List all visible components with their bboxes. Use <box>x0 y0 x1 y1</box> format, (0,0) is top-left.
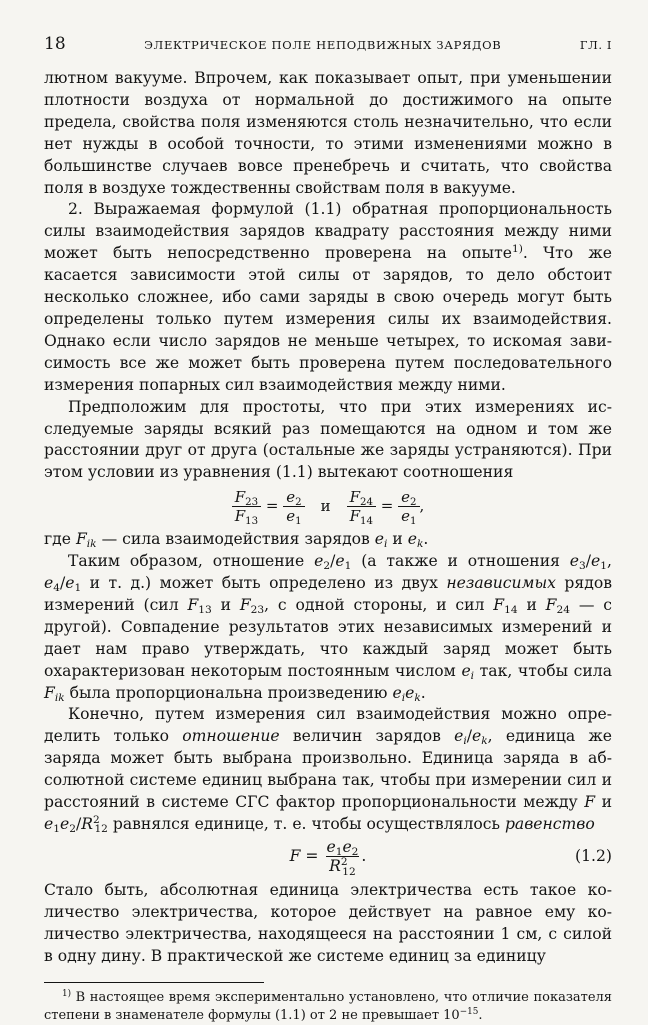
footnote-number: 1) <box>62 988 72 999</box>
emphasis-independent: независимых <box>446 574 556 593</box>
paragraph-4: где $F_{ik}$ — сила взаимодействия зарядов $e_i$ и $e_k$. <box>44 530 429 551</box>
footnote-mark[interactable]: 1) <box>511 243 523 256</box>
ratio-equation-2: $\frac{F_{24}}{F_{14}}$ = $\frac{e_2}{e_1}$ , <box>347 488 425 525</box>
equation-1-2: F = $\frac{e_1e_2}{R^2_{12}}$ . (1.2) <box>289 838 612 878</box>
ratio-equations <box>44 488 612 528</box>
conjunction: и <box>320 496 331 515</box>
paragraph-5: Таким образом, отношение $e_2/e_1$ (а также и отношения $e_3/e_1$, $e_4/e_1$ и т. д.) может быть определено из двух независимых рядов измерений (сил $F_{13}$ и $F_{23}$, с одной стороны, и сил $F_{14}$ и $F_{24}$ — с другой). Совпадение результатов этих независимых измерений и дает нам право утверждать, что каждый заряд может быть охарактеризован некоторым постоянным числом $e_i$ так, чтобы сила $F_{ik}$ была пропорциональна произведению $e_ie_k$. <box>44 552 613 704</box>
footnote: $^{1)}$ В настоящее время экспериментально установлено, что отличие показателя степени в знаменателе формулы (1.1) от 2 не превышает $10^{-15}$. <box>44 988 612 1023</box>
page-header <box>44 34 612 60</box>
chapter-label: ГЛ. I <box>579 38 612 52</box>
equation-number: (1.2) <box>575 846 612 865</box>
running-title: ЭЛЕКТРИЧЕСКОЕ ПОЛЕ НЕПОДВИЖНЫХ ЗАРЯДОВ <box>144 38 502 52</box>
paragraph-3: Предположим для простоты, что при этих измерениях исследуемые заряды всякий раз помещаются на одном и том же расстоянии друг от друга (остальные же заряды устраняются). При этом условии из уравнения (1.1) вытекают соотношения <box>44 397 612 482</box>
footnote-divider <box>44 982 264 983</box>
paragraph-7: Стало быть, абсолютная единица электричества есть такое количество электричества, которое действует на равное ему количество электричества, находящееся на расстоянии 1 см, с силой в одну дину. В практической же системе единиц за единицу <box>44 880 612 965</box>
emphasis-ratio: отношение <box>182 727 280 746</box>
body-text <box>44 68 612 968</box>
ratio-equation-1: $\frac{F_{23}}{F_{13}}$ = $\frac{e_2}{e_1}$ <box>232 488 305 525</box>
paragraph-6: Конечно, путем измерения сил взаимодействия можно определить только отношение величин зарядов $e_i/e_k$, единица же заряда может быть выбрана произвольно. Единица заряда в абсолютной системе единиц выбрана так, чтобы при измерении сил и расстояний в системе СГС фактор пропорциональности между F и $e_1e_2/R^2_{12}$ равнялся единице, т. е. чтобы осуществлялось равенство <box>44 705 612 836</box>
emphasis-equality: равенство <box>504 815 595 833</box>
page-number: 18 <box>44 34 66 54</box>
paragraph-2: 2. Выражаемая формулой (1.1) обратная пропорциональность силы взаимодействия зарядов квадрату расстояния между ними может быть непосредственно проверена на опыте$^{1)}$. Что же касается зависимости этой силы от зарядов, то дело обстоит несколько сложнее, ибо сами заряды в свою очередь могут быть определены только путем измерения силы их взаимодействия. Однако если число зарядов не меньше четырех, то искомая зависимость все же может быть проверена путем последовательного измерения попарных сил взаимодействия между ними. <box>44 200 612 394</box>
paragraph-1: лютном вакууме. Впрочем, как показывает опыт, при уменьшении плотности воздуха от нормальной до достижимого на опыте предела, свойства поля изменяются столь незначительно, что если нет нужды в особой точности, то этими изменениями можно в большинстве случаев вовсе пренебречь и считать, что свойства поля в воздухе тождественны свойствам поля в вакууме. <box>44 69 612 197</box>
